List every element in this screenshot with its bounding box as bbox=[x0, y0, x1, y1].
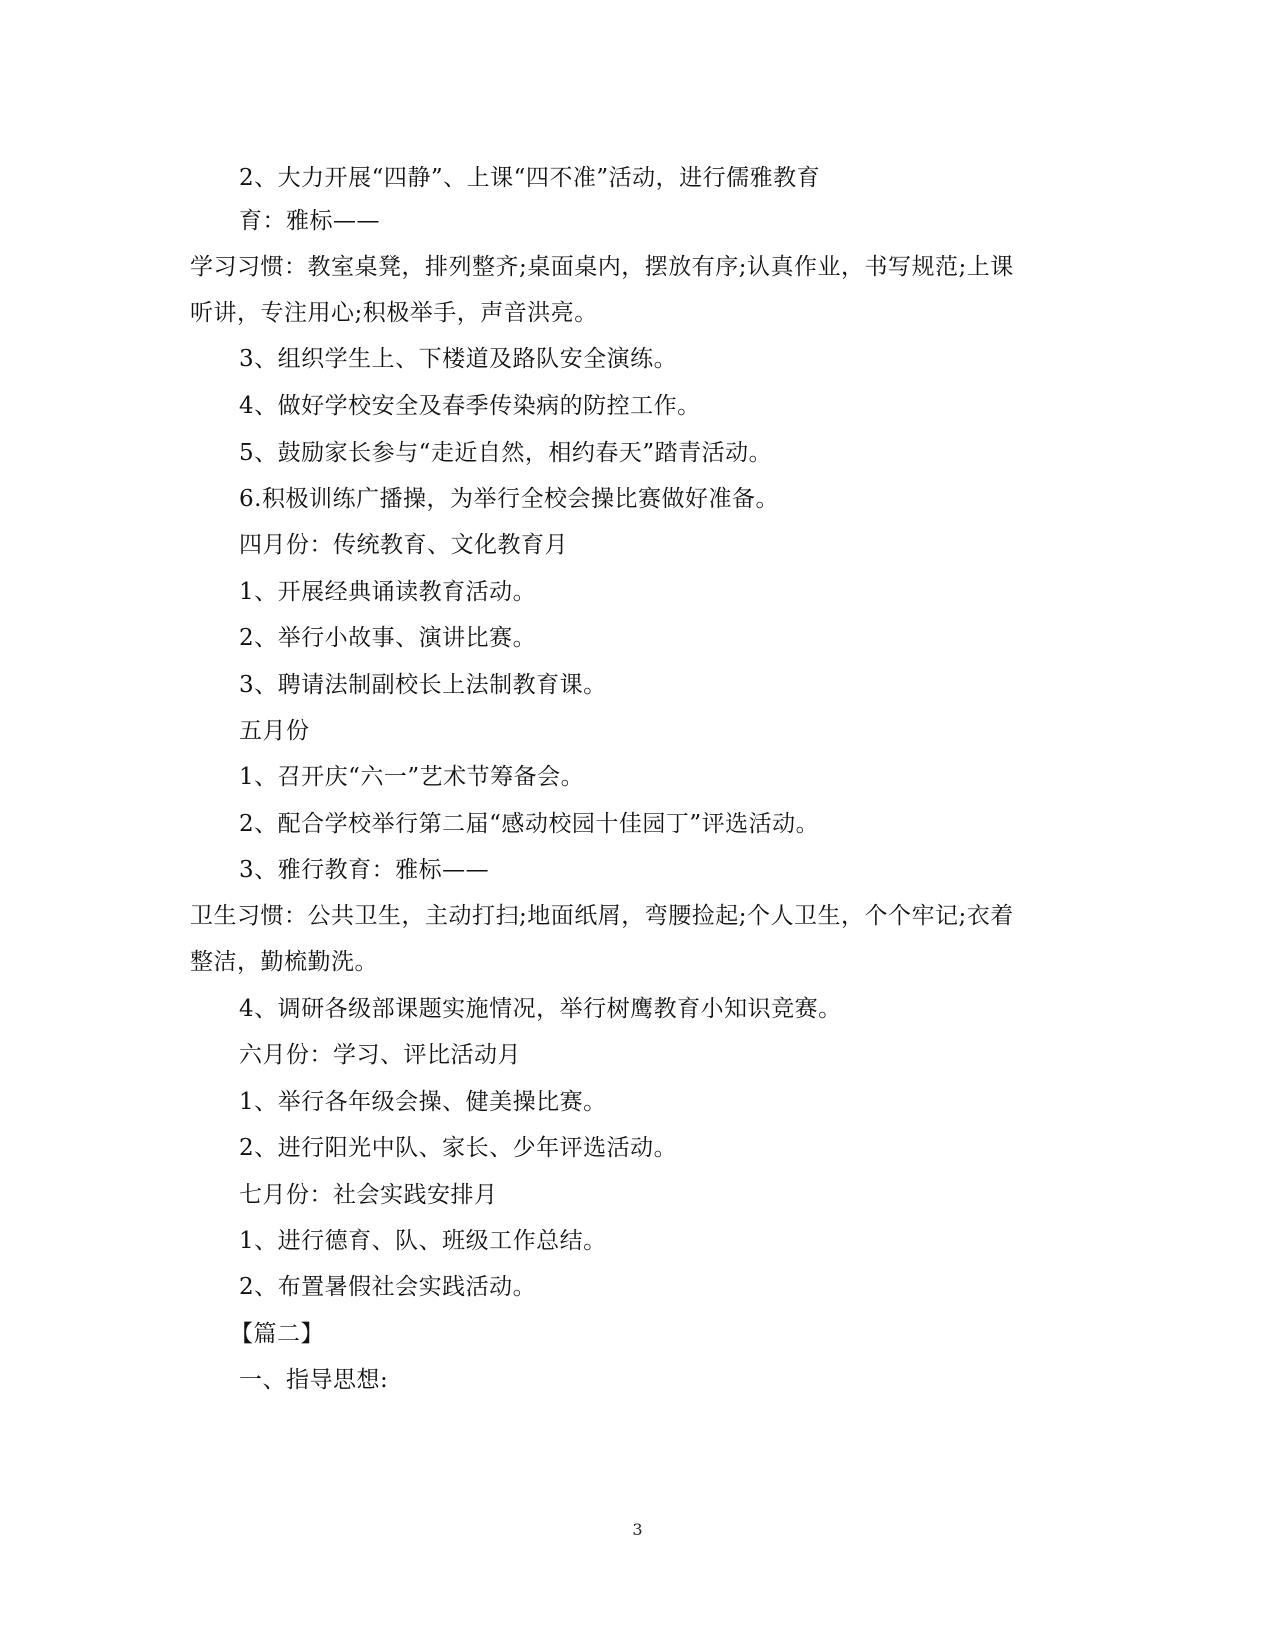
paragraph-line: 2、布置暑假社会实践活动。 bbox=[239, 1274, 537, 1300]
paragraph-line: 1、举行各年级会操、健美操比赛。 bbox=[239, 1089, 607, 1115]
paragraph-line: 1、进行德育、队、班级工作总结。 bbox=[239, 1228, 607, 1254]
paragraph-line: 卫生习惯：公共卫生，主动打扫;地面纸屑，弯腰捡起;个人卫生，个个牢记;衣着 bbox=[190, 903, 1014, 929]
paragraph-line: 育：雅标—— bbox=[239, 208, 380, 234]
paragraph-line: 学习习惯：教室桌凳，排列整齐;桌面桌内，摆放有序;认真作业，书写规范;上课 bbox=[190, 254, 1014, 280]
paragraph-line: 1、开展经典诵读教育活动。 bbox=[239, 579, 537, 605]
paragraph-line: 2、进行阳光中队、家长、少年评选活动。 bbox=[239, 1135, 678, 1161]
paragraph-line: 4、做好学校安全及春季传染病的防控工作。 bbox=[239, 393, 701, 419]
section-heading: 五月份 bbox=[239, 718, 310, 744]
paragraph-line: 2、配合学校举行第二届“感动校园十佳园丁”评选活动。 bbox=[239, 811, 820, 837]
paragraph-line: 4、调研各级部课题实施情况，举行树鹰教育小知识竞赛。 bbox=[239, 996, 842, 1022]
paragraph-line: 整洁，勤梳勤洗。 bbox=[190, 949, 378, 975]
paragraph-line: 5、鼓励家长参与“走近自然，相约春天”踏青活动。 bbox=[239, 440, 773, 466]
paragraph-line: 6.积极训练广播操，为举行全校会操比赛做好准备。 bbox=[239, 486, 779, 512]
section-heading: 四月份：传统教育、文化教育月 bbox=[239, 532, 568, 558]
paragraph-line: 2、举行小故事、演讲比赛。 bbox=[239, 625, 537, 651]
paragraph-line: 3、雅行教育：雅标—— bbox=[239, 857, 490, 883]
part-heading: 【篇二】 bbox=[230, 1321, 324, 1347]
paragraph-line: 2、大力开展“四静”、上课“四不准”活动，进行儒雅教育 bbox=[239, 165, 821, 191]
section-heading: 六月份：学习、评比活动月 bbox=[239, 1042, 521, 1068]
paragraph-line: 听讲，专注用心;积极举手，声音洪亮。 bbox=[190, 300, 598, 326]
paragraph-line: 1、召开庆“六一”艺术节筹备会。 bbox=[239, 764, 585, 790]
paragraph-line: 3、聘请法制副校长上法制教育课。 bbox=[239, 672, 607, 698]
paragraph-line: 3、组织学生上、下楼道及路队安全演练。 bbox=[239, 346, 678, 372]
page-number: 3 bbox=[632, 1520, 643, 1539]
section-heading: 七月份：社会实践安排月 bbox=[239, 1182, 498, 1208]
section-heading: 一、指导思想: bbox=[239, 1367, 389, 1393]
